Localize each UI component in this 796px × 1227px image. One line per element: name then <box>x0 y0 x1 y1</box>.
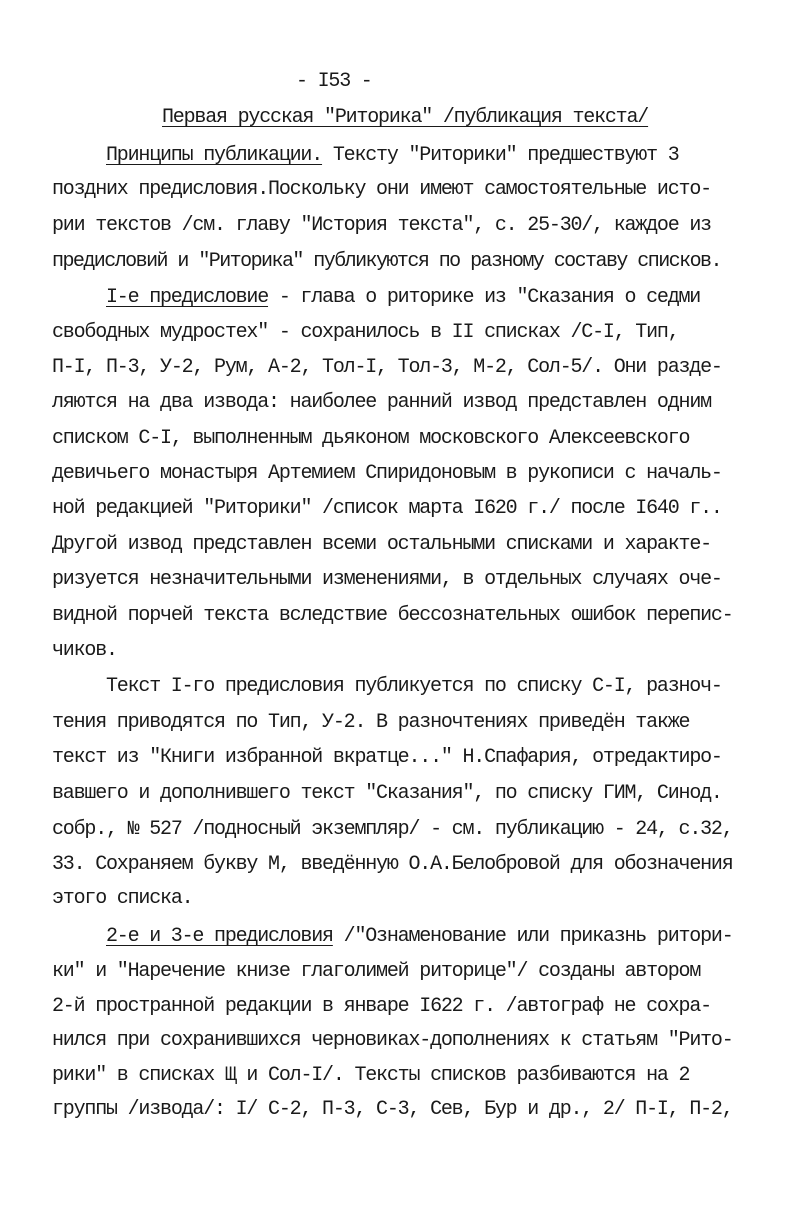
paragraph-3-line-5: собр., № 527 /подносный экземпляр/ - см. публикацию - 24, с.32, <box>52 818 733 841</box>
paragraph-3-line-3: текст из "Книги избранной вкратце..." Н.Спафария, отредактиро- <box>52 746 722 769</box>
paragraph-4-heading: 2-е и 3-е предисловия <box>106 925 333 948</box>
paragraph-2-line-9: ризуется незначительными изменениями, в отдельных случаях оче- <box>52 568 722 591</box>
paragraph-3-line-6: 33. Сохраняем букву М, введённую О.А.Белобровой для обозначения <box>52 853 733 876</box>
paragraph-2-line-4: ляются на два извода: наиболее ранний извод представлен одним <box>52 391 711 414</box>
paragraph-2-line-6: девичьего монастыря Артемием Спиридоновым в рукописи с началь- <box>52 462 722 485</box>
paragraph-1-line-4: предисловий и "Риторика" публикуются по разному составу списков. <box>52 250 721 273</box>
paragraph-4-line-2: ки" и "Наречение книзе глаголимей риторице"/ созданы автором <box>52 960 701 983</box>
paragraph-1-line-3: рии текстов /см. главу "История текста", с. 25-30/, каждое из <box>52 214 711 237</box>
paragraph-1-line-2: поздних предисловия.Поскольку они имеют самостоятельные исто- <box>52 178 711 201</box>
paragraph-3-line-4: вавшего и дополнившего текст "Сказания", по списку ГИМ, Синод. <box>52 782 722 805</box>
paragraph-4-line-6: группы /извода/: I/ С-2, П-3, С-3, Сев, Бур и др., 2/ П-I, П-2, <box>52 1098 733 1121</box>
paragraph-4-line-5: рики" в списках Щ и Сол-I/. Тексты списков разбиваются на 2 <box>52 1064 690 1087</box>
paragraph-1-first-line-text: Тексту "Риторики" предшествуют 3 <box>322 144 679 167</box>
paragraph-2-first-line-text: - глава о риторике из "Сказания о седми <box>268 286 701 309</box>
page-title: Первая русская "Риторика" /публикация текста/ <box>162 106 649 129</box>
page-number: - I53 - <box>296 70 372 93</box>
paragraph-2-line-7: ной редакцией "Риторики" /список марта I620 г./ после I640 г.. <box>52 497 722 520</box>
paragraph-1-line-1 <box>106 144 679 168</box>
paragraph-3-line-2: тения приводятся по Тип, У-2. В разночтениях приведён также <box>52 711 690 734</box>
paragraph-2-heading: I-е предисловие <box>106 286 269 309</box>
paragraph-2-line-11: чиков. <box>52 639 117 662</box>
paragraph-4-first-line-text: /"Ознаменование или приказнь ритори- <box>332 925 733 948</box>
paragraph-3-line-7: этого списка. <box>52 887 193 910</box>
paragraph-4-line-4: нился при сохранившихся черновиках-дополнениях к статьям "Рито- <box>52 1029 733 1052</box>
paragraph-2-line-5: списком С-I, выполненным дьяконом московского Алексеевского <box>52 427 690 450</box>
paragraph-2-line-3: П-I, П-3, У-2, Рум, А-2, Тол-I, Тол-3, М-2, Сол-5/. Они разде- <box>52 356 722 379</box>
paragraph-4-line-1 <box>106 925 733 949</box>
paragraph-2-line-2: свободных мудростех" - сохранилось в II списках /С-I, Тип, <box>52 321 679 344</box>
paragraph-1-heading: Принципы публикации. <box>106 144 323 167</box>
paragraph-4-line-3: 2-й пространной редакции в январе I622 г. /автограф не сохра- <box>52 995 711 1018</box>
paragraph-2-line-1 <box>106 286 700 310</box>
paragraph-3-line-1: Текст I-го предисловия публикуется по списку С-I, разноч- <box>106 675 722 698</box>
paragraph-2-line-10: видной порчей текста вследствие бессознательных ошибок перепис- <box>52 604 733 627</box>
paragraph-2-line-8: Другой извод представлен всеми остальными списками и характе- <box>52 533 711 556</box>
